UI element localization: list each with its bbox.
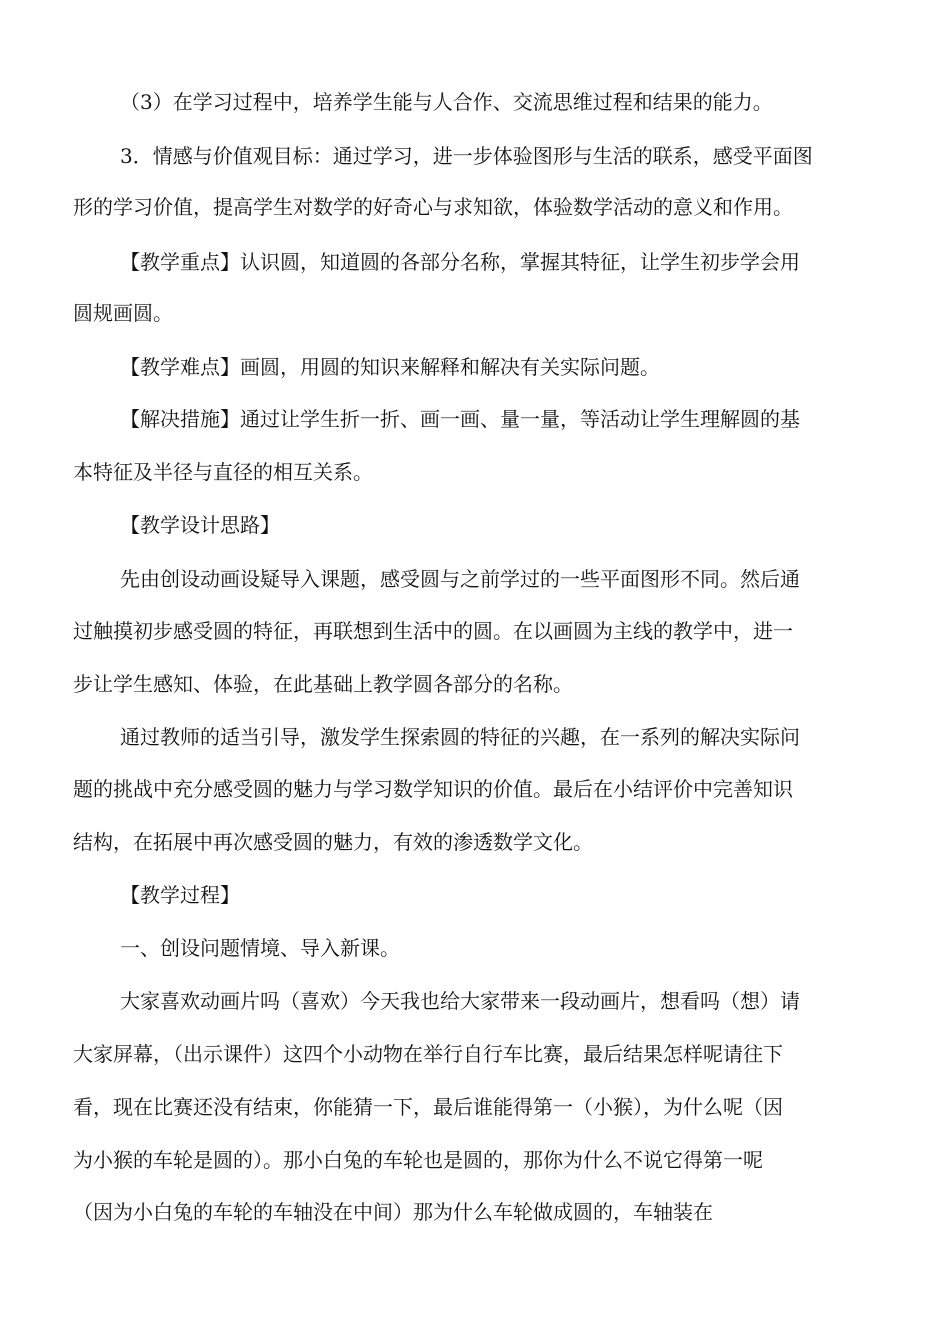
text-line: 题的挑战中充分感受圆的魅力与学习数学知识的价值。最后在小结评价中完善知识 bbox=[73, 777, 793, 801]
text-line: 【解决措施】通过让学生折一折、画一画、量一量，等活动让学生理解圆的基 bbox=[120, 407, 800, 431]
text-line: 【教学难点】画圆，用圆的知识来解释和解决有关实际问题。 bbox=[120, 355, 660, 379]
text-line: 3．情感与价值观目标：通过学习，进一步体验图形与生活的联系，感受平面图 bbox=[120, 144, 813, 168]
text-line: 大家喜欢动画片吗（喜欢）今天我也给大家带来一段动画片，想看吗（想）请 bbox=[120, 989, 800, 1013]
text-line: 形的学习价值，提高学生对数学的好奇心与求知欲，体验数学活动的意义和作用。 bbox=[73, 195, 793, 219]
text-line: 看，现在比赛还没有结束，你能猜一下，最后谁能得第一（小猴），为什么呢（因 bbox=[73, 1095, 783, 1119]
text-line: 通过教师的适当引导，激发学生探索圆的特征的兴趣，在一系列的解决实际问 bbox=[120, 725, 800, 749]
text-line: 大家屏幕，（出示课件）这四个小动物在举行自行车比赛，最后结果怎样呢请往下 bbox=[73, 1042, 783, 1066]
text-line: 圆规画圆。 bbox=[73, 301, 173, 325]
section-heading: 一、创设问题情境、导入新课。 bbox=[120, 936, 400, 960]
text-line: 本特征及半径与直径的相互关系。 bbox=[73, 460, 373, 484]
text-line: 过触摸初步感受圆的特征，再联想到生活中的圆。在以画圆为主线的教学中，进一 bbox=[73, 619, 793, 643]
text-line: 结构，在拓展中再次感受圆的魅力，有效的渗透数学文化。 bbox=[73, 830, 593, 854]
section-heading: 【教学设计思路】 bbox=[120, 513, 280, 537]
text-line: 步让学生感知、体验，在此基础上教学圆各部分的名称。 bbox=[73, 672, 573, 696]
text-line: 为小猴的车轮是圆的）。那小白兔的车轮也是圆的，那你为什么不说它得第一呢 bbox=[73, 1148, 763, 1172]
text-line: （因为小白兔的车轮的车轴没在中间）那为什么车轮做成圆的，车轴装在 bbox=[73, 1200, 713, 1224]
text-line: 【教学重点】认识圆，知道圆的各部分名称，掌握其特征，让学生初步学会用 bbox=[120, 250, 800, 274]
section-heading: 【教学过程】 bbox=[120, 883, 240, 907]
text-line: 先由创设动画设疑导入课题，感受圆与之前学过的一些平面图形不同。然后通 bbox=[120, 567, 800, 591]
text-line: （3）在学习过程中，培养学生能与人合作、交流思维过程和结果的能力。 bbox=[120, 90, 773, 114]
